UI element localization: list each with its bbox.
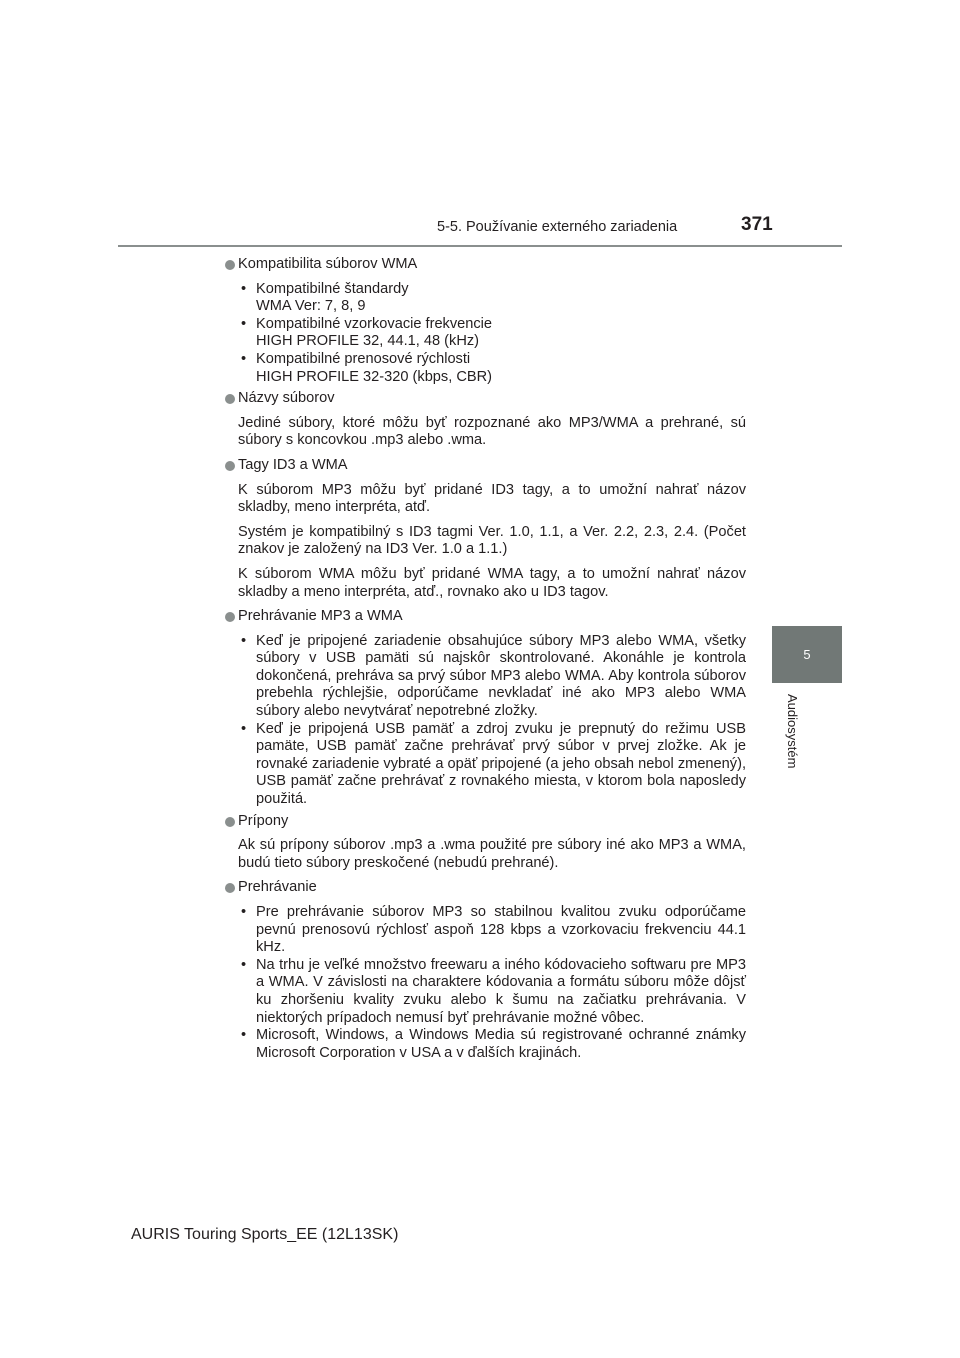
- footer-model-code: AURIS Touring Sports_EE (12L13SK): [131, 1226, 399, 1243]
- section-title-text: Prehrávanie MP3 a WMA: [238, 608, 403, 625]
- chapter-tab: [772, 626, 842, 683]
- chapter-label: Audiosystém: [785, 694, 800, 769]
- running-header-section: 5-5. Používanie externého zariadenia: [437, 219, 678, 235]
- wma-spec-list: [224, 281, 746, 387]
- playback-list: [224, 904, 746, 1062]
- list-item: • Pre prehrávanie súborov MP3 so stabilnou kvalitou zvuku odporúčame pevnú prenosovú rýchlosť aspoň 128 kbps a vzorkovaciu frekvenciu 44.1 kHz.: [241, 904, 746, 956]
- section-title-text: Prehrávanie: [238, 879, 317, 896]
- list-item: • Microsoft, Windows, a Windows Media sú registrované ochranné známky Microsoft Corporation v USA a v ďalších krajinách.: [241, 1027, 746, 1061]
- header-divider: [118, 245, 842, 247]
- circle-bullet-icon: [225, 461, 235, 471]
- circle-bullet-icon: [225, 817, 235, 827]
- paragraph: Systém je kompatibilný s ID3 tagmi Ver. 1.0, 1.1, a Ver. 2.2, 2.3, 2.4. (Počet znakov je založený na ID3 Ver. 1.0 a 1.1.): [238, 523, 746, 558]
- circle-bullet-icon: [225, 883, 235, 893]
- paragraph: Ak sú prípony súborov .mp3 a .wma použité pre súbory iné ako MP3 a WMA, budú tieto súbory preskočené (nebudú prehrané).: [238, 837, 746, 871]
- section-title-id3: [224, 457, 746, 475]
- section-title-playback: [224, 879, 746, 897]
- paragraph: K súborom WMA môžu byť pridané WMA tagy, a to umožní nahrať názov skladby a meno interpréta, atď., rovnako ako u ID3 tagov.: [238, 565, 746, 600]
- playback-mp3-wma-list: [224, 633, 746, 809]
- section-title-text: Názvy súborov: [238, 390, 335, 407]
- section-title-text: Prípony: [238, 812, 289, 829]
- chapter-number: 5: [803, 647, 811, 662]
- page-number: 371: [741, 214, 773, 235]
- list-item: • Kompatibilné štandardy WMA Ver: 7, 8, 9: [241, 280, 409, 315]
- circle-bullet-icon: [225, 394, 235, 404]
- section-title-wma: [224, 256, 746, 274]
- paragraph: K súborom MP3 môžu byť pridané ID3 tagy, a to umožní nahrať názov skladby, meno interpréta, atď.: [238, 481, 746, 516]
- list-item: • Kompatibilné prenosové rýchlosti HIGH PROFILE 32-320 (kbps, CBR): [241, 350, 493, 385]
- paragraph: Jediné súbory, ktoré môžu byť rozpoznané ako MP3/WMA a prehrané, sú súbory s koncovkou .mp3 alebo .wma.: [238, 414, 746, 449]
- list-item: • Keď je pripojená USB pamäť a zdroj zvuku je prepnutý do režimu USB pamäte, USB pamäť začne prehrávať prvý súbor v prvej zložke. Ak je rovnaké zariadenie vybraté a opäť pripojené (a jeho obsah nebol zmenený), USB pamäť začne prehrávať z rovnakého miesta, v ktorom bola naposledy použitá.: [241, 720, 746, 808]
- section-title-extensions: [224, 813, 746, 831]
- list-item: • Na trhu je veľké množstvo freewaru a iného kódovacieho softwaru pre MP3 a WMA. V závislosti na charaktere kódovania a formátu súboru môže dôjsť ku zhoršeniu kvality zvuku alebo k šumu na začiatku prehrávania. V niektorých prípadoch nemusí byť prehrávanie možné vôbec.: [241, 956, 746, 1026]
- list-item: • Kompatibilné vzorkovacie frekvencie HIGH PROFILE 32, 44.1, 48 (kHz): [241, 315, 493, 350]
- circle-bullet-icon: [225, 612, 235, 622]
- page-content: [224, 256, 746, 1066]
- section-title-text: Kompatibilita súborov WMA: [238, 256, 418, 272]
- circle-bullet-icon: [225, 260, 235, 270]
- section-title-playback-mp3-wma: [224, 608, 746, 626]
- list-item: • Keď je pripojené zariadenie obsahujúce súbory MP3 alebo WMA, všetky súbory v USB pamäti sú najskôr skontrolované. Akonáhle je kontrola dokončená, prehráva sa prvý súbor MP3 alebo WMA. Aby kontrola súborov prebehla rýchlejšie, odporúčame nevkladať iné ako MP3 alebo WMA súbory alebo nevytvárať nepotrebné zložky.: [241, 632, 746, 720]
- section-title-names: [224, 390, 746, 408]
- section-title-text: Tagy ID3 a WMA: [238, 456, 348, 473]
